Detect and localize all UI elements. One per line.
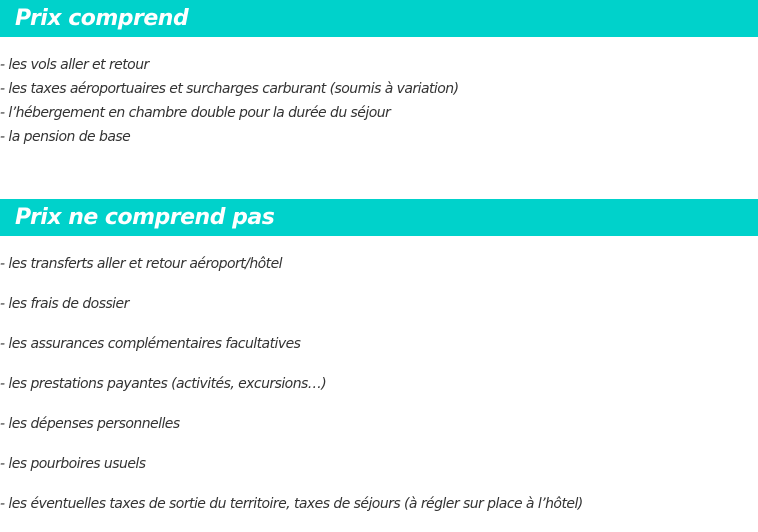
includes-title: Prix comprend xyxy=(15,6,189,31)
excludes-title: Prix ne comprend pas xyxy=(15,205,275,230)
excludes-item: - les éventuelles taxes de sortie du territoire, taxes de séjours (à régler sur place à l’hôtel) xyxy=(0,496,583,512)
excludes-item: - les prestations payantes (activités, excursions…) xyxy=(0,376,327,392)
excludes-section-header xyxy=(0,199,758,236)
includes-item: - les vols aller et retour xyxy=(0,57,149,73)
excludes-item: - les transferts aller et retour aéroport/hôtel xyxy=(0,256,283,272)
excludes-item: - les pourboires usuels xyxy=(0,456,146,472)
includes-item: - l’hébergement en chambre double pour la durée du séjour xyxy=(0,105,391,121)
includes-item: - la pension de base xyxy=(0,129,131,145)
includes-section-header xyxy=(0,0,758,37)
excludes-item: - les assurances complémentaires facultatives xyxy=(0,336,301,352)
excludes-item: - les frais de dossier xyxy=(0,296,129,312)
excludes-item: - les dépenses personnelles xyxy=(0,416,180,432)
includes-item: - les taxes aéroportuaires et surcharges carburant (soumis à variation) xyxy=(0,81,459,97)
